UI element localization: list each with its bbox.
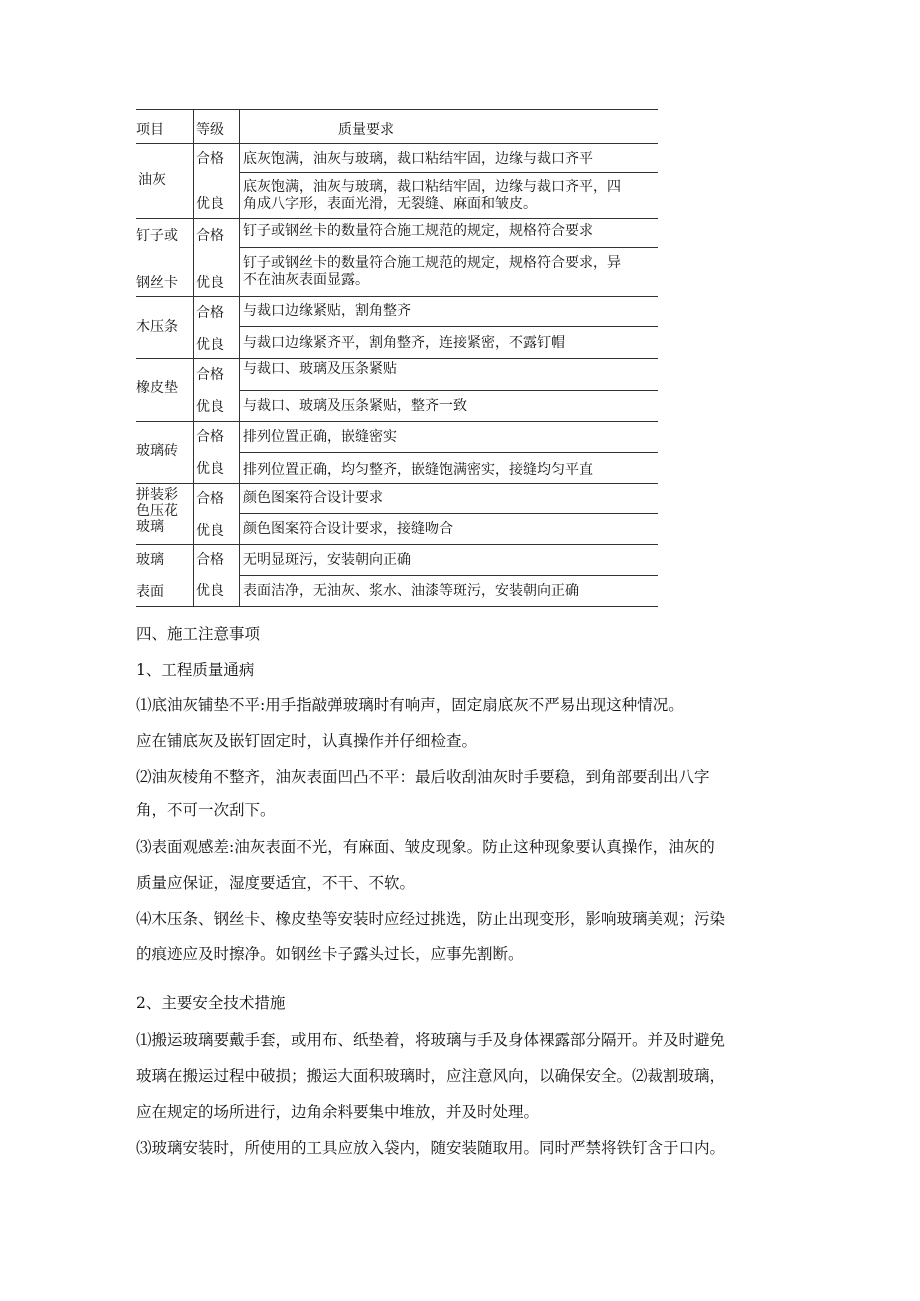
grade-label: 合格 [196,305,224,321]
table-rule [193,109,194,606]
paragraph-line: ⑴底油灰铺垫不平:用手指敲弹玻璃时有响声，固定扇底灰不严易出现这种情况。 [136,696,684,714]
requirement-text: 无明显斑污，安装朝向正确 [243,552,411,568]
section-heading: 四、施工注意事项 [136,625,261,643]
item-label: 橡皮垫 [136,380,178,396]
grade-label: 合格 [196,429,224,445]
requirement-text: 底灰饱满，油灰与玻璃，裁口粘结牢固，边缘与裁口齐平 [243,151,593,167]
item-label: 色压花 [136,503,178,519]
paragraph-line: 应在规定的场所进行，边角余料要集中堆放，并及时处理。 [136,1103,540,1121]
item-label: 油灰 [138,172,166,188]
table-rule [136,143,658,144]
paragraph-line: 的痕迹应及时擦净。如钢丝卡子露头过长，应事先割断。 [136,945,524,963]
item-label: 钢丝卡 [136,275,178,291]
requirement-text: 颜色图案符合设计要求 [243,490,383,506]
table-rule [136,544,658,545]
table-rule [239,390,658,391]
item-label: 钉子或 [136,228,178,244]
grade-label: 优良 [196,461,224,477]
grade-label: 优良 [196,196,224,212]
requirement-text: 与裁口边缘紧贴，割角整齐 [243,303,411,319]
requirement-text: 与裁口、玻璃及压条紧贴 [243,361,397,377]
table-rule [136,606,658,607]
table-rule [136,421,658,422]
grade-label: 合格 [196,228,224,244]
paragraph-line: ⑷木压条、钢丝卡、橡皮垫等安装时应经过挑选，防止出现变形，影响玻璃美观；污染 [136,910,726,928]
item-label: 表面 [136,584,164,600]
item-label: 玻璃砖 [136,443,178,459]
requirement-text: 钉子或钢丝卡的数量符合施工规范的规定，规格符合要求 [243,223,593,239]
table-rule [239,172,658,173]
grade-label: 优良 [196,583,224,599]
paragraph-line: 角，不可一次刮下。 [136,801,276,819]
table-rule [239,247,658,248]
table-rule [136,483,658,484]
paragraph-line: 质量应保证，湿度要适宜，不干、不软。 [136,874,416,892]
grade-label: 优良 [196,337,224,353]
table-rule [136,109,658,110]
table-rule [239,452,658,453]
paragraph-line: ⑶表面观感差:油灰表面不光，有麻面、皱皮现象。防止这种现象要认真操作，油灰的 [136,838,715,856]
grade-label: 合格 [196,367,224,383]
paragraph-line: 玻璃在搬运过程中破损；搬运大面积玻璃时，应注意风向，以确保安全。⑵裁割玻璃， [136,1067,726,1085]
table-rule [239,109,240,606]
requirement-text: 角成八字形，表面光滑，无裂缝、麻面和皱皮。 [243,196,537,212]
item-label: 拼装彩 [136,487,178,503]
requirement-text: 表面洁净，无油灰、浆水、油漆等斑污，安装朝向正确 [243,583,579,599]
requirement-text: 钉子或钢丝卡的数量符合施工规范的规定，规格符合要求，异 [243,255,621,271]
header-requirement: 质量要求 [338,122,394,138]
requirement-text: 与裁口边缘紧齐平，割角整齐，连接紧密，不露钉帽 [243,335,565,351]
table-rule [239,575,658,576]
requirement-text: 颜色图案符合设计要求，接缝吻合 [243,521,453,537]
header-item: 项目 [136,122,164,138]
grade-label: 合格 [196,151,224,167]
table-rule [136,218,658,219]
table-rule [239,326,658,327]
grade-label: 合格 [196,552,224,568]
item-label: 木压条 [136,319,178,335]
requirement-text: 排列位置正确，均匀整齐，嵌缝饱满密实，接缝均匀平直 [243,462,593,478]
requirement-text: 底灰饱满，油灰与玻璃，裁口粘结牢固，边缘与裁口齐平，四 [243,179,621,195]
grade-label: 合格 [196,491,224,507]
paragraph-line: ⑵油灰棱角不整齐，油灰表面凹凸不平：最后收刮油灰时手要稳，到角部要刮出八字 [136,768,710,786]
requirement-text: 与裁口、玻璃及压条紧贴，整齐一致 [243,398,467,414]
grade-label: 优良 [196,399,224,415]
paragraph-line: ⑶玻璃安装时，所使用的工具应放入袋内，随安装随取用。同时严禁将铁钉含于口内。 [136,1139,726,1157]
table-rule [239,513,658,514]
quality-table [0,0,920,620]
grade-label: 优良 [196,275,224,291]
table-rule [136,296,658,297]
subsection-heading: 2、主要安全技术措施 [136,994,286,1012]
item-label: 玻璃 [136,519,164,535]
subsection-heading: 1、工程质量通病 [136,661,255,679]
grade-label: 优良 [196,523,224,539]
paragraph-line: ⑴搬运玻璃要戴手套，或用布、纸垫着，将玻璃与手及身体裸露部分隔开。并及时避免 [136,1031,726,1049]
requirement-text: 排列位置正确，嵌缝密实 [243,429,397,445]
item-label: 玻璃 [136,552,164,568]
header-grade: 等级 [196,122,224,138]
requirement-text: 不在油灰表面显露。 [243,272,369,288]
table-rule [136,358,658,359]
paragraph-line: 应在铺底灰及嵌钉固定时，认真操作并仔细检查。 [136,732,478,750]
